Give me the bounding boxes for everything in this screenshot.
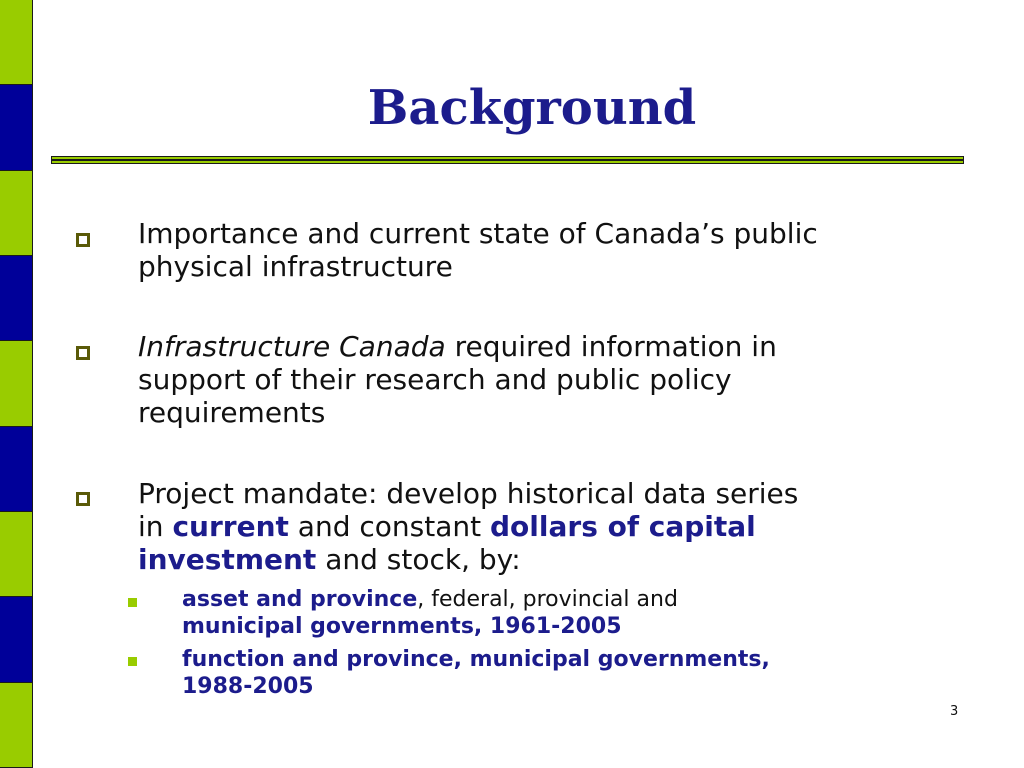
bullet-square-icon (76, 492, 90, 506)
sub-bullet-2-line-1: function and province, municipal governments, (182, 647, 770, 672)
bullet-3-emphasis: dollars of capital (490, 510, 756, 543)
side-block-green (0, 341, 33, 426)
side-block-green (0, 171, 33, 256)
bullet-3-emphasis: investment (138, 543, 317, 576)
bullet-2-italic: Infrastructure Canada (138, 330, 446, 363)
page-number: 3 (950, 704, 959, 719)
bullet-2-line-3: requirements (138, 396, 326, 429)
sub-bullet-item-2 (182, 646, 982, 700)
side-block-green (0, 512, 33, 597)
bullet-3-text: in (138, 510, 173, 543)
sub-bullet-1-emphasis: asset and province (182, 587, 418, 612)
sub-bullet-square-icon (128, 598, 137, 607)
side-block-green (0, 0, 33, 85)
bullet-square-icon (76, 233, 90, 247)
bullet-3-line-2 (138, 510, 988, 543)
bullet-item-2 (138, 330, 988, 429)
sub-bullet-1-line-1 (182, 586, 982, 613)
bullet-1-line-1: Importance and current state of Canada’s public (138, 217, 818, 250)
side-block-blue (0, 597, 33, 682)
bullet-1-line-2: physical infrastructure (138, 250, 453, 283)
side-block-blue (0, 256, 33, 341)
bullet-3-emphasis: current (172, 510, 289, 543)
side-decoration-strip (0, 0, 34, 768)
side-block-blue (0, 85, 33, 170)
bullet-3-text: and constant (288, 510, 491, 543)
bullet-2-line-1 (138, 330, 988, 363)
bullet-item-1 (138, 217, 988, 283)
sub-bullet-item-1 (182, 586, 982, 640)
bullet-3-line-1: Project mandate: develop historical data series (138, 477, 799, 510)
slide-title: Background (367, 80, 697, 136)
side-block-blue (0, 427, 33, 512)
bullet-item-3 (138, 477, 988, 576)
bullet-3-line-3 (138, 543, 988, 576)
sub-bullet-1-line-2: municipal governments, 1961-2005 (182, 614, 622, 639)
bullet-2-line-2: support of their research and public policy (138, 363, 732, 396)
side-block-green (0, 683, 33, 768)
bullet-square-icon (76, 346, 90, 360)
sub-bullet-1-text: , federal, provincial and (417, 587, 678, 612)
sub-bullet-2-line-2: 1988-2005 (182, 674, 314, 699)
sub-bullet-square-icon (128, 657, 137, 666)
title-underline (51, 156, 964, 164)
title-underline-inner (52, 159, 963, 161)
bullet-3-text: and stock, by: (316, 543, 521, 576)
bullet-2-line-1-rest: required information in (445, 330, 777, 363)
